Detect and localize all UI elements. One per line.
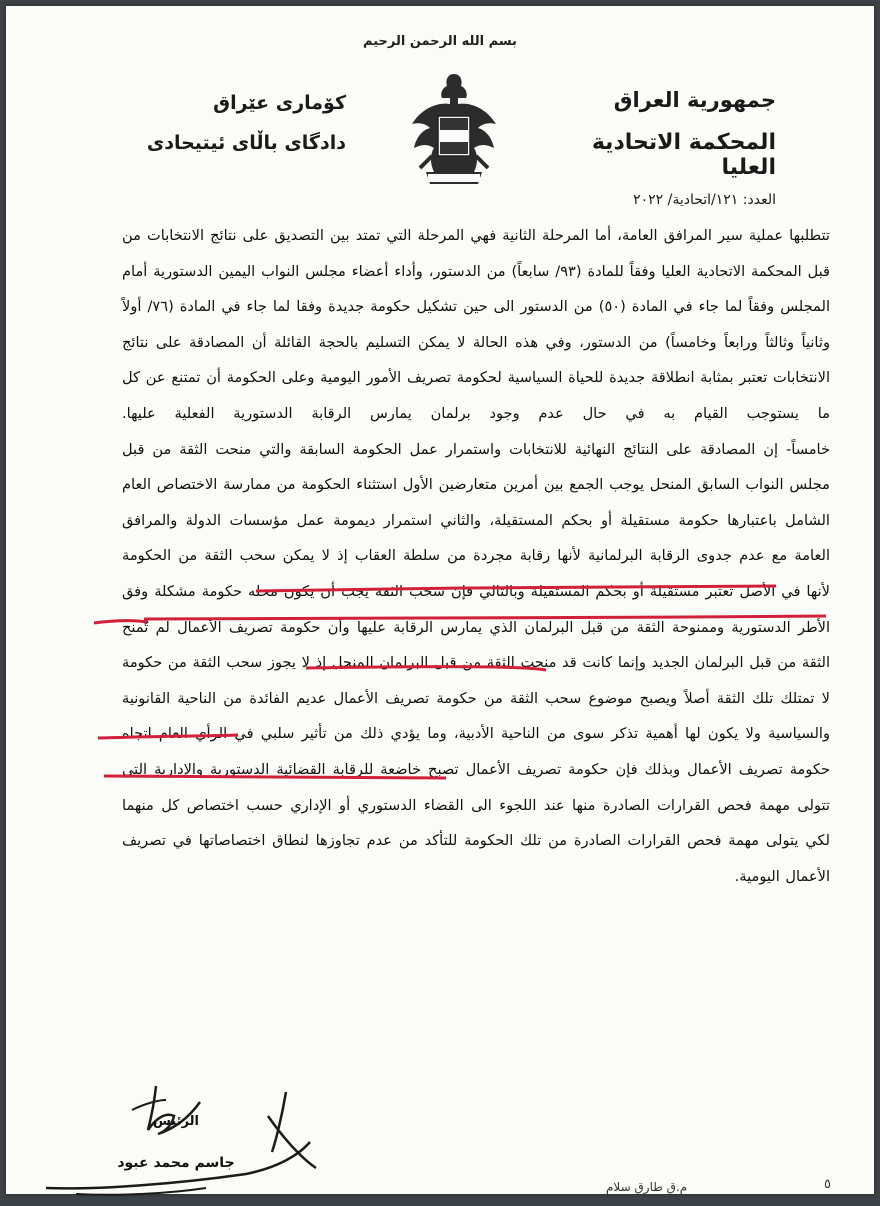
eagle-emblem-icon (404, 68, 504, 198)
signature-block (106, 1114, 246, 1171)
paragraph-2: خامساً- إن المصادقة على النتائج النهائية للانتخابات واستمرار عمل الحكومة السابقة والتي منحت الثقة من قبل مجلس النواب السابق المنحل يوجب الجمع بين أمرين متعارضين الأول استثناء الحكومة من ممارسة الاختصاص العام الشامل باعتبارها حكومة مستقيلة أو بحكم المستقيلة، والثاني استمرار ديمومة عمل مؤسسات الدولة والمرافق العامة مع عدم جدوى الرقابة البرلمانية لأنها رقابة مجردة من سلطة العقاب إذ لا يمكن سحب الثقة من الحكومة لأنها في الأصل تعتبر مستقيلة أو بحكم المستقيلة وبالتالي فإن سحب الثقة يجب أن يكون محله حكومة مشكلة وفق الأطر الدستورية وممنوحة الثقة من قبل البرلمان الذي يمارس الرقابة عليها وأن حكومة تصريف الأعمال لم تُمنح الثقة من قبل البرلمان الجديد وإنما كانت قد منحت الثقة من قبل البرلمان المنحل إذ لا يجوز سحب الثقة من حكومة لا تمتلك تلك الثقة أصلاً ويصبح موضوع سحب الثقة من حكومة تصريف الأعمال عديم الفائدة من الناحية القانونية والسياسية ولا يكون لها أهمية تذكر سوى من الناحية الأدبية، وما يؤدي ذلك من تأثير سلبي في الرأي العام اتجاه حكومة تصريف الأعمال وبذلك فإن حكومة تصريف الأعمال تصبح خاضعة للرقابة القضائية الدستورية والإدارية التي تتولى مهمة فحص القرارات الصادرة منها عند اللجوء الى القضاء الدستوري أو الإداري حسب اختصاص كل منهما لكي يتولى مهمة فحص القرارات الصادرة من تلك الحكومة للتأكد من عدم تجاوزها لنطاق اختصاصاتها في تصريف الأعمال اليومية. (122, 440, 830, 885)
page-number: ٥ (824, 1177, 831, 1192)
footer-initials: م.ق طارق سلام (606, 1180, 688, 1194)
ruling-text (122, 218, 830, 894)
basmala: بسم الله الرحمن الرحيم (363, 34, 517, 49)
document-page (6, 6, 874, 1194)
case-number: العدد: ١٢١/اتحادية/ ٢٠٢٢ (633, 192, 776, 208)
court-header-kurdish (146, 92, 346, 154)
signatory-name: جاسم محمد عبود (117, 1155, 235, 1171)
country-name: جمهورية العراق (613, 88, 776, 112)
signatory-title: الرئيس (153, 1114, 199, 1129)
paragraph-1: تتطلبها عملية سير المرافق العامة، أما المرحلة الثانية فهي المرحلة التي تمتد بين التصديق على نتائج الانتخابات من قبل المحكمة الاتحادية العليا وفقاً للمادة (٩٣/ سابعاً) من الدستور، وأداء أعضاء مجلس النواب اليمين الدستورية أمام المجلس وفقاً لما جاء في المادة (٥٠) من الدستور الى حين تشكيل حكومة جديدة وفقا لما جاء في المادة (٧٦/ أولاً وثانياً وثالثاً ورابعاً وخامساً) من الدستور، وفي هذه الحالة لا يمكن التسليم بالحجة القائلة أن المصادقة على نتائج الانتخابات تعتبر بمثابة انطلاقة جديدة للحياة السياسية لحكومة تصريف الأمور اليومية وعلى الحكومة أن تمتنع عن كل ما يستوجب القيام به في حال عدم وجود برلمان يمارس الرقابة الدستورية الفعلية عليها. (122, 227, 830, 422)
court-name-kurdish: دادگای باڵای ئیتیحادی (146, 132, 346, 154)
court-name: المحكمة الاتحادية العليا (591, 130, 776, 180)
court-header-arabic (536, 88, 776, 208)
country-name-kurdish: كۆماری عێراق (213, 92, 346, 114)
